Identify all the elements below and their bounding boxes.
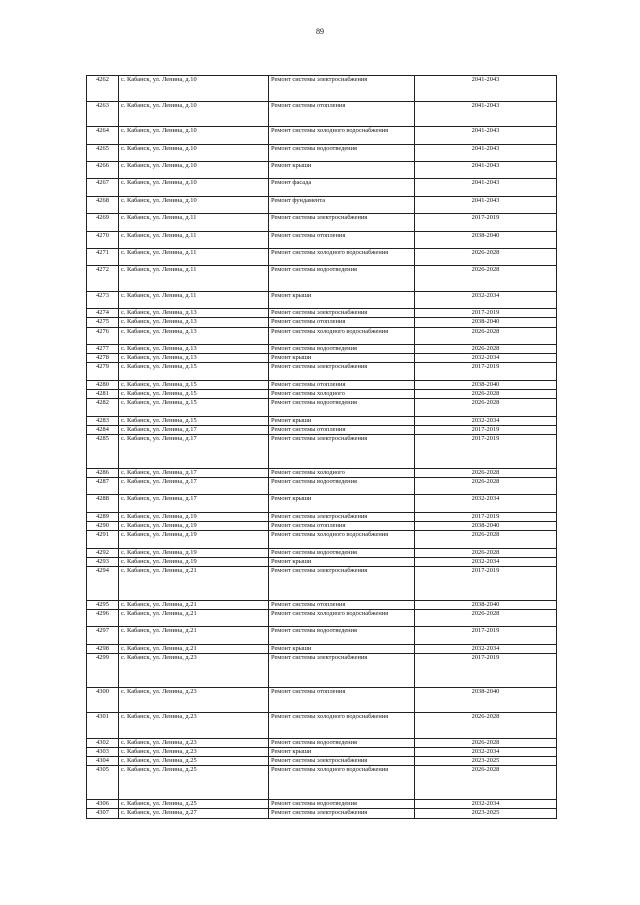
row-period: 2038-2040 [415, 521, 557, 530]
row-address: с. Кабанск, ул. Ленина, д.11 [119, 266, 269, 292]
row-address: с. Кабанск, ул. Ленина, д.21 [119, 627, 269, 644]
row-period: 2017-2019 [415, 425, 557, 434]
row-address: с. Кабанск, ул. Ленина, д.23 [119, 738, 269, 747]
row-period: 2026-2028 [415, 390, 557, 399]
row-work-type: Ремонт системы водоотведения [269, 738, 415, 747]
row-period: 2032-2034 [415, 354, 557, 363]
row-work-type: Ремонт системы холодного водоснабжения [269, 248, 415, 265]
row-work-type: Ремонт крыши [269, 748, 415, 757]
table-row [87, 101, 557, 127]
row-address: с. Кабанск, ул. Ленина, д.13 [119, 354, 269, 363]
row-period: 2026-2028 [415, 248, 557, 265]
row-period: 2038-2040 [415, 318, 557, 327]
row-number: 4290 [87, 521, 119, 530]
row-work-type: Ремонт крыши [269, 644, 415, 653]
row-period: 2026-2028 [415, 766, 557, 800]
row-number: 4283 [87, 416, 119, 425]
row-number: 4291 [87, 531, 119, 548]
row-work-type: Ремонт системы отопления [269, 318, 415, 327]
row-work-type: Ремонт системы водоотведения [269, 627, 415, 644]
row-number: 4273 [87, 291, 119, 308]
table-row [87, 687, 557, 713]
row-period: 2017-2019 [415, 653, 557, 687]
row-period: 2041-2043 [415, 196, 557, 213]
row-number: 4267 [87, 179, 119, 196]
table-row [87, 214, 557, 231]
table-row [87, 644, 557, 653]
row-work-type: Ремонт системы отопления [269, 380, 415, 389]
row-number: 4269 [87, 214, 119, 231]
row-work-type: Ремонт системы холодного водоснабжения [269, 713, 415, 739]
table-row [87, 248, 557, 265]
row-work-type: Ремонт системы отопления [269, 425, 415, 434]
row-number: 4265 [87, 144, 119, 161]
row-work-type: Ремонт системы отопления [269, 600, 415, 609]
row-number: 4302 [87, 738, 119, 747]
row-period: 2041-2043 [415, 179, 557, 196]
row-address: с. Кабанск, ул. Ленина, д.10 [119, 127, 269, 144]
table-row [87, 477, 557, 494]
row-address: с. Кабанск, ул. Ленина, д.10 [119, 161, 269, 178]
row-address: с. Кабанск, ул. Ленина, д.19 [119, 512, 269, 521]
row-work-type: Ремонт системы холодного водоснабжения [269, 609, 415, 626]
row-period: 2017-2019 [415, 309, 557, 318]
row-work-type: Ремонт системы отопления [269, 101, 415, 127]
row-address: с. Кабанск, ул. Ленина, д.23 [119, 687, 269, 713]
row-period: 2032-2034 [415, 416, 557, 425]
row-address: с. Кабанск, ул. Ленина, д.15 [119, 399, 269, 416]
table-row [87, 757, 557, 766]
row-address: с. Кабанск, ул. Ленина, д.11 [119, 231, 269, 248]
row-address: с. Кабанск, ул. Ленина, д.10 [119, 179, 269, 196]
table-row [87, 627, 557, 644]
row-address: с. Кабанск, ул. Ленина, д.15 [119, 380, 269, 389]
row-period: 2038-2040 [415, 380, 557, 389]
row-address: с. Кабанск, ул. Ленина, д.11 [119, 248, 269, 265]
table-row [87, 291, 557, 308]
row-address: с. Кабанск, ул. Ленина, д.23 [119, 653, 269, 687]
row-work-type: Ремонт системы водоотведения [269, 800, 415, 809]
row-address: с. Кабанск, ул. Ленина, д.13 [119, 318, 269, 327]
row-number: 4270 [87, 231, 119, 248]
row-period: 2017-2019 [415, 512, 557, 521]
table-row [87, 495, 557, 512]
row-number: 4280 [87, 380, 119, 389]
table-row [87, 434, 557, 468]
row-number: 4289 [87, 512, 119, 521]
row-address: с. Кабанск, ул. Ленина, д.15 [119, 390, 269, 399]
row-work-type: Ремонт системы электроснабжения [269, 512, 415, 521]
row-work-type: Ремонт системы холодного водоснабжения [269, 327, 415, 344]
row-period: 2026-2028 [415, 531, 557, 548]
row-number: 4272 [87, 266, 119, 292]
row-period: 2026-2028 [415, 266, 557, 292]
row-address: с. Кабанск, ул. Ленина, д.10 [119, 144, 269, 161]
row-period: 2041-2043 [415, 101, 557, 127]
row-address: с. Кабанск, ул. Ленина, д.23 [119, 748, 269, 757]
row-number: 4279 [87, 363, 119, 380]
row-work-type: Ремонт крыши [269, 291, 415, 308]
row-number: 4301 [87, 713, 119, 739]
table-row [87, 512, 557, 521]
row-address: с. Кабанск, ул. Ленина, д.15 [119, 416, 269, 425]
row-number: 4274 [87, 309, 119, 318]
row-period: 2032-2034 [415, 495, 557, 512]
row-address: с. Кабанск, ул. Ленина, д.10 [119, 101, 269, 127]
table-row [87, 144, 557, 161]
row-number: 4266 [87, 161, 119, 178]
table-row [87, 521, 557, 530]
row-number: 4293 [87, 557, 119, 566]
table-row [87, 748, 557, 757]
row-address: с. Кабанск, ул. Ленина, д.27 [119, 809, 269, 818]
row-work-type: Ремонт крыши [269, 416, 415, 425]
row-number: 4294 [87, 566, 119, 600]
row-number: 4268 [87, 196, 119, 213]
row-number: 4277 [87, 345, 119, 354]
row-work-type: Ремонт системы водоотведения [269, 477, 415, 494]
table-row [87, 557, 557, 566]
row-period: 2041-2043 [415, 76, 557, 102]
row-work-type: Ремонт системы электроснабжения [269, 653, 415, 687]
table-row [87, 738, 557, 747]
row-number: 4288 [87, 495, 119, 512]
row-period: 2026-2028 [415, 477, 557, 494]
row-work-type: Ремонт системы отопления [269, 521, 415, 530]
row-work-type: Ремонт системы электроснабжения [269, 566, 415, 600]
row-address: с. Кабанск, ул. Ленина, д.11 [119, 291, 269, 308]
row-address: с. Кабанск, ул. Ленина, д.21 [119, 600, 269, 609]
row-period: 2026-2028 [415, 327, 557, 344]
row-period: 2032-2034 [415, 557, 557, 566]
row-work-type: Ремонт системы водоотведения [269, 345, 415, 354]
row-number: 4307 [87, 809, 119, 818]
row-period: 2041-2043 [415, 144, 557, 161]
row-number: 4271 [87, 248, 119, 265]
table-row [87, 416, 557, 425]
table-row [87, 161, 557, 178]
row-work-type: Ремонт системы электроснабжения [269, 809, 415, 818]
row-number: 4262 [87, 76, 119, 102]
row-number: 4263 [87, 101, 119, 127]
row-address: с. Кабанск, ул. Ленина, д.21 [119, 566, 269, 600]
row-period: 2032-2034 [415, 291, 557, 308]
row-period: 2026-2028 [415, 468, 557, 477]
row-period: 2017-2019 [415, 434, 557, 468]
table-row [87, 800, 557, 809]
works-table-body [87, 76, 557, 819]
table-row [87, 380, 557, 389]
row-number: 4298 [87, 644, 119, 653]
row-number: 4299 [87, 653, 119, 687]
row-address: с. Кабанск, ул. Ленина, д.17 [119, 434, 269, 468]
row-address: с. Кабанск, ул. Ленина, д.25 [119, 800, 269, 809]
row-number: 4297 [87, 627, 119, 644]
row-work-type: Ремонт системы отопления [269, 231, 415, 248]
row-number: 4282 [87, 399, 119, 416]
row-number: 4295 [87, 600, 119, 609]
row-work-type: Ремонт системы водоотведения [269, 266, 415, 292]
row-period: 2023-2025 [415, 757, 557, 766]
row-number: 4296 [87, 609, 119, 626]
table-row [87, 231, 557, 248]
table-row [87, 425, 557, 434]
row-work-type: Ремонт системы холодного водоснабжения [269, 766, 415, 800]
row-period: 2026-2028 [415, 738, 557, 747]
row-work-type: Ремонт крыши [269, 161, 415, 178]
table-row [87, 600, 557, 609]
row-number: 4278 [87, 354, 119, 363]
row-work-type: Ремонт системы водоотведения [269, 548, 415, 557]
row-period: 2023-2025 [415, 809, 557, 818]
row-period: 2026-2028 [415, 548, 557, 557]
row-address: с. Кабанск, ул. Ленина, д.15 [119, 363, 269, 380]
row-address: с. Кабанск, ул. Ленина, д.10 [119, 196, 269, 213]
table-row [87, 76, 557, 102]
row-number: 4264 [87, 127, 119, 144]
row-work-type: Ремонт системы холодного [269, 390, 415, 399]
table-row [87, 468, 557, 477]
row-address: с. Кабанск, ул. Ленина, д.21 [119, 644, 269, 653]
table-row [87, 566, 557, 600]
row-period: 2026-2028 [415, 345, 557, 354]
row-number: 4275 [87, 318, 119, 327]
row-period: 2038-2040 [415, 600, 557, 609]
table-row [87, 399, 557, 416]
row-period: 2032-2034 [415, 800, 557, 809]
row-number: 4281 [87, 390, 119, 399]
row-work-type: Ремонт системы холодного [269, 468, 415, 477]
table-row [87, 127, 557, 144]
table-row [87, 653, 557, 687]
row-work-type: Ремонт системы электроснабжения [269, 76, 415, 102]
table-row [87, 390, 557, 399]
row-work-type: Ремонт системы электроснабжения [269, 757, 415, 766]
table-row [87, 354, 557, 363]
row-work-type: Ремонт системы электроснабжения [269, 309, 415, 318]
row-period: 2026-2028 [415, 399, 557, 416]
row-work-type: Ремонт фасада [269, 179, 415, 196]
row-number: 4286 [87, 468, 119, 477]
row-number: 4284 [87, 425, 119, 434]
row-period: 2026-2028 [415, 609, 557, 626]
row-work-type: Ремонт системы холодного водоснабжения [269, 531, 415, 548]
row-address: с. Кабанск, ул. Ленина, д.17 [119, 468, 269, 477]
row-work-type: Ремонт системы отопления [269, 687, 415, 713]
table-row [87, 609, 557, 626]
row-address: с. Кабанск, ул. Ленина, д.23 [119, 713, 269, 739]
row-address: с. Кабанск, ул. Ленина, д.25 [119, 766, 269, 800]
row-address: с. Кабанск, ул. Ленина, д.11 [119, 214, 269, 231]
table-row [87, 266, 557, 292]
table-row [87, 318, 557, 327]
row-number: 4287 [87, 477, 119, 494]
row-address: с. Кабанск, ул. Ленина, д.19 [119, 557, 269, 566]
table-row [87, 179, 557, 196]
row-address: с. Кабанск, ул. Ленина, д.21 [119, 609, 269, 626]
row-work-type: Ремонт системы электроснабжения [269, 214, 415, 231]
row-work-type: Ремонт системы холодного водоснабжения [269, 127, 415, 144]
row-number: 4276 [87, 327, 119, 344]
row-period: 2032-2034 [415, 748, 557, 757]
row-number: 4285 [87, 434, 119, 468]
table-row [87, 363, 557, 380]
table-row [87, 548, 557, 557]
row-address: с. Кабанск, ул. Ленина, д.13 [119, 327, 269, 344]
row-period: 2032-2034 [415, 644, 557, 653]
row-period: 2038-2040 [415, 687, 557, 713]
table-row [87, 531, 557, 548]
row-work-type: Ремонт системы водоотведения [269, 144, 415, 161]
row-period: 2017-2019 [415, 363, 557, 380]
row-number: 4300 [87, 687, 119, 713]
table-row [87, 309, 557, 318]
row-period: 2017-2019 [415, 214, 557, 231]
row-period: 2041-2043 [415, 127, 557, 144]
row-number: 4304 [87, 757, 119, 766]
row-work-type: Ремонт системы электроснабжения [269, 363, 415, 380]
row-address: с. Кабанск, ул. Ленина, д.17 [119, 425, 269, 434]
table-row [87, 196, 557, 213]
table-row [87, 766, 557, 800]
row-number: 4305 [87, 766, 119, 800]
row-work-type: Ремонт крыши [269, 354, 415, 363]
row-number: 4306 [87, 800, 119, 809]
row-address: с. Кабанск, ул. Ленина, д.19 [119, 548, 269, 557]
works-table [86, 75, 557, 819]
row-number: 4303 [87, 748, 119, 757]
row-address: с. Кабанск, ул. Ленина, д.17 [119, 477, 269, 494]
row-period: 2041-2043 [415, 161, 557, 178]
page-number: 89 [316, 27, 324, 36]
row-work-type: Ремонт крыши [269, 557, 415, 566]
row-address: с. Кабанск, ул. Ленина, д.25 [119, 757, 269, 766]
row-period: 2026-2028 [415, 713, 557, 739]
row-address: с. Кабанск, ул. Ленина, д.10 [119, 76, 269, 102]
row-period: 2017-2019 [415, 566, 557, 600]
row-work-type: Ремонт фундамента [269, 196, 415, 213]
table-row [87, 809, 557, 818]
row-work-type: Ремонт системы электроснабжения [269, 434, 415, 468]
row-address: с. Кабанск, ул. Ленина, д.19 [119, 531, 269, 548]
row-period: 2017-2019 [415, 627, 557, 644]
row-work-type: Ремонт системы водоотведения [269, 399, 415, 416]
table-row [87, 345, 557, 354]
row-address: с. Кабанск, ул. Ленина, д.13 [119, 345, 269, 354]
row-work-type: Ремонт крыши [269, 495, 415, 512]
row-number: 4292 [87, 548, 119, 557]
table-row [87, 327, 557, 344]
row-address: с. Кабанск, ул. Ленина, д.17 [119, 495, 269, 512]
row-period: 2038-2040 [415, 231, 557, 248]
table-row [87, 713, 557, 739]
row-address: с. Кабанск, ул. Ленина, д.19 [119, 521, 269, 530]
row-address: с. Кабанск, ул. Ленина, д.13 [119, 309, 269, 318]
